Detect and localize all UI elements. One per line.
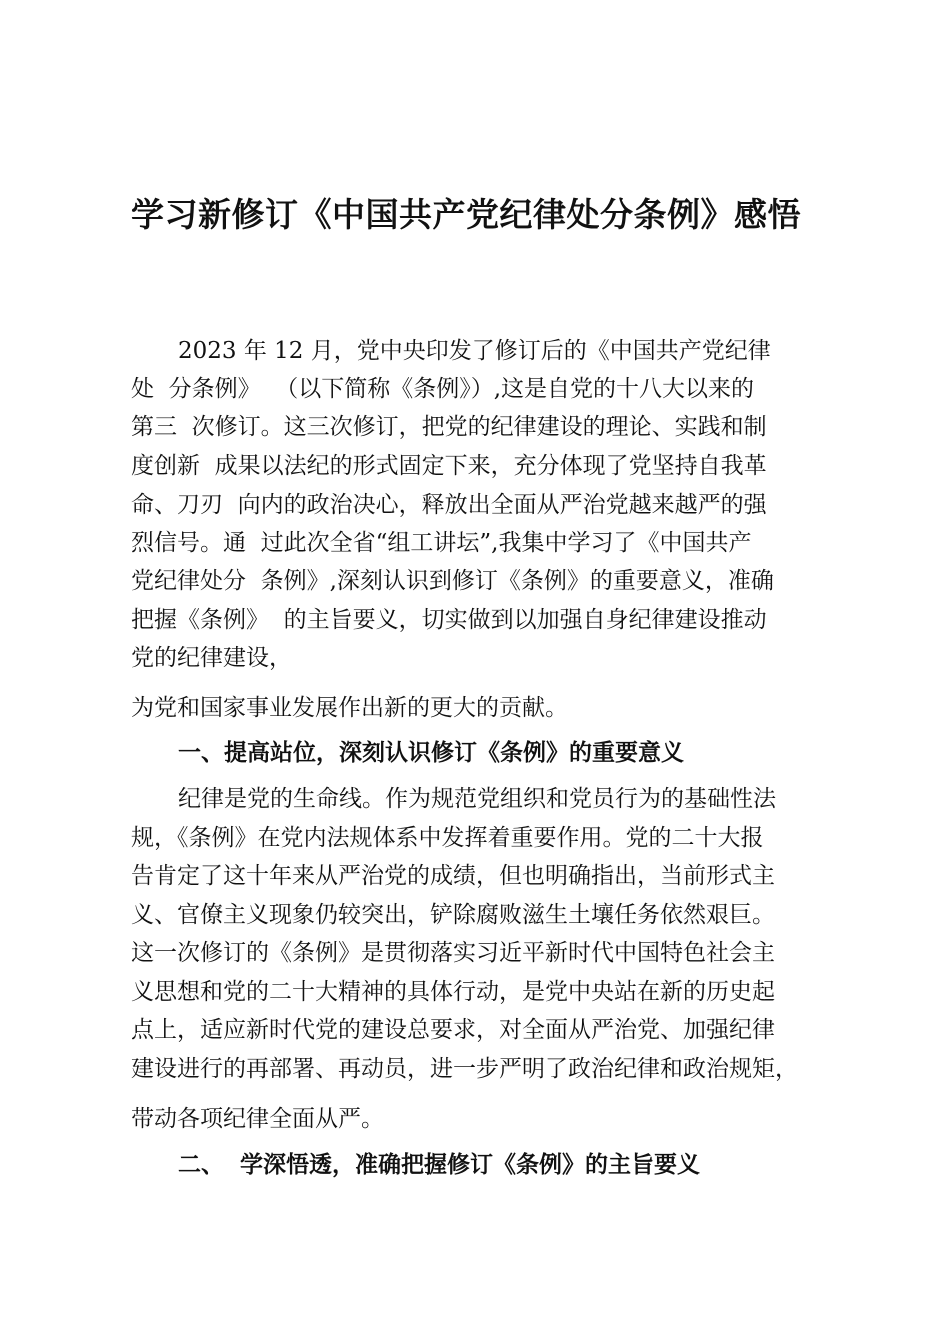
section-2-heading: 二、 学深悟透，准确把握修订《条例》的主旨要义 [178, 1152, 701, 1178]
intro-line: 2023 年 12 月，党中央印发了修订后的《中国共产党纪律 [178, 338, 771, 364]
intro-line: 烈信号。通 过此次全省“组工讲坛”,我集中学习了《中国共产 [131, 530, 752, 556]
intro-line: 党纪律处分 条例》,深刻认识到修订《条例》的重要意义，准确 [131, 568, 774, 594]
document-title: 学习新修订《中国共产党纪律处分条例》感悟 [131, 195, 801, 234]
section-1-line: 纪律是党的生命线。作为规范党组织和党员行为的基础性法 [178, 786, 776, 812]
section-1-line: 建设进行的再部署、再动员，进一步严明了政治纪律和政治规矩， [131, 1056, 798, 1082]
intro-line: 第三 次修订。这三次修订，把党的纪律建设的理论、实践和制 [131, 414, 767, 440]
intro-line: 党的纪律建设， [131, 645, 292, 671]
section-1-line: 义思想和党的二十大精神的具体行动，是党中央站在新的历史起 [131, 979, 775, 1005]
section-1-line: 规，《条例》在党内法规体系中发挥着重要作用。党的二十大报 [131, 825, 764, 851]
section-1-line: 点上，适应新时代党的建设总要求，对全面从严治党、加强纪律 [131, 1017, 775, 1043]
section-1-line: 义、官僚主义现象仍较突出，铲除腐败滋生土壤任务依然艰巨。 [131, 902, 775, 928]
intro-line: 命、刀刃 向内的政治决心，释放出全面从严治党越来越严的强 [131, 492, 767, 518]
intro-tail: 为党和国家事业发展作出新的更大的贡献。 [131, 695, 568, 721]
section-1-heading: 一、提高站位，深刻认识修订《条例》的重要意义 [178, 740, 684, 766]
intro-line: 度创新 成果以法纪的形式固定下来，充分体现了党坚持自我革 [131, 453, 767, 479]
section-1-line: 告肯定了这十年来从严治党的成绩，但也明确指出，当前形式主 [131, 863, 775, 889]
section-1-line: 这一次修订的《条例》是贯彻落实习近平新时代中国特色社会主 [131, 940, 775, 966]
intro-line: 把握《条例》 的主旨要义，切实做到以加强自身纪律建设推动 [131, 607, 767, 633]
intro-line: 处 分条例》 （以下简称《条例》）,这是自党的十八大以来的 [131, 376, 755, 402]
section-1-tail: 带动各项纪律全面从严。 [131, 1106, 384, 1132]
